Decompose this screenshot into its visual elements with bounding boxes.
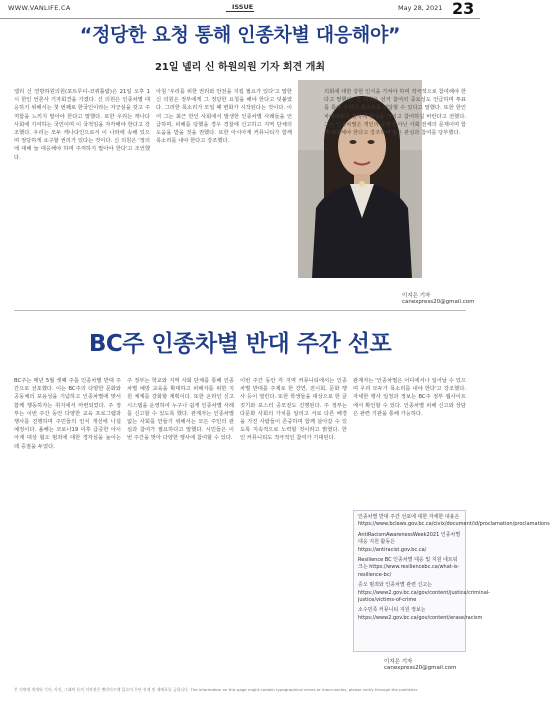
section-underline [226, 11, 254, 12]
page-number: 23 [452, 0, 475, 18]
section-label: ISSUE [232, 3, 254, 11]
article-divider [14, 310, 466, 311]
article-2-column-1: BC주는 매년 5월 셋째 주를 인종차별 반대 주간으로 선포했다. 이는 BC주의 다양한 문화와 공동체의 포용성을 기념하고 인종차별에 맞서 함께 행동하자는 취지에서 마련되었다. 주 정부는 이번 주간 동안 다양한 교육 프로그램과 행사를 진행하며 주민들의 인식 개선에 나설 예정이다. 올해는 코로나19 이후 급증한 아시아계 대상 혐오 범죄에 대한 경각심을 높이는 데 중점을 두었다. [14, 378, 121, 450]
article-2-column-2: 주 정부는 학교와 지역 사회 단체를 통해 인종차별 예방 교육을 확대하고 피해자를 위한 지원 체계를 강화할 계획이다. 또한 온라인 신고 시스템을 운영하여 누구나 쉽게 인종차별 사례를 신고할 수 있도록 했다. 관계자는 인종차별 없는 사회를 만들기 위해서는 모든 주민의 관심과 참여가 필요하다고 말했다. 시민들은 이번 주간을 맞아 다양한 행사에 참여할 수 있다. [127, 378, 234, 442]
page-footer-disclaimer: 본 지면에 게재된 기사, 사진, 그래픽 등의 저작권은 밴라이프에 있으며 무단 전재 및 재배포를 금합니다. The information on this page might contain typographical errors or inaccuracies, please verify through the publisher. [14, 687, 419, 692]
reference-link[interactable]: AntiRacismAwarenessWeek2021 인종차별 대응 지원 활동은 https://antiracist.gov.bc.ca/ [358, 531, 461, 553]
article-2-headline: BC주 인종차별 반대 주간 선포 [88, 331, 392, 357]
page-header [0, 0, 480, 18]
article-1-byline: 이지은 기자 canexpress20@gmail.com [402, 293, 475, 305]
article-2-byline: 이지은 기자 canexpress20@gmail.com [384, 659, 457, 671]
article-1-column-1: 넬리 신 연방하원의원(포트무디-코퀴틀람)은 21일 오후 1시 한인 언론사 기자회견을 가졌다. 신 의원은 인종차별 대응하기 위해서는 첫 번째로 한국인이라는 자긍심을 갖고 주저함을 느끼지 말아야 한다고 말했다. 또한 우리는 캐나다 사회에 기여하는 국민이며 이 국적임을 자각해야 한다고 강조했다. 우리는 모두 캐나다인으로서 이 나라에 속해 있으며 정당하게 요구할 권리가 있다는 것이다. 신 의원은 '정의에 대해 늘 대응해야 하며 주저하지 말아야 한다'고 조언했다. [14, 89, 150, 161]
article-2-column-3: 이번 주간 동안 각 지역 커뮤니티에서는 인종차별 반대를 주제로 한 강연, 전시회, 문화 행사 등이 열린다. 또한 학생들을 대상으로 한 글짓기와 포스터 공모전도 진행된다. 주 정부는 다문화 사회의 가치를 알리고 서로 다른 배경을 가진 사람들이 존중하며 함께 살아갈 수 있도록 지속적으로 노력할 것이라고 밝혔다. 한인 커뮤니티도 적극적인 참여가 기대된다. [240, 378, 347, 442]
reference-link[interactable]: 증오 범죄와 인종차별 관련 신고는 https://www2.gov.bc.ca/gov/content/justice/criminal-justice/victims-of-crime [358, 582, 490, 604]
header-rule [0, 18, 480, 19]
site-url[interactable]: WWW.VANLIFE.CA [8, 4, 71, 12]
article-1-subheadline: 21일 넬리 신 하원의원 기자 회견 개최 [154, 62, 326, 73]
article-1-column-2: 아침 '우리를 위한 권리와 안전을 지킬 필요가 있다'고 말한 신 의원은 정부에게 그 정당한 요청을 해야 한다고 덧붙였다. 그러한 목소리가 모일 때 변화가 시작된다는 것이다. 이어 그는 최근 한인 사회에서 발생한 인종차별 사례들을 언급하며, 피해를 당했을 경우 경찰에 신고하고 지역 단체의 도움을 받을 것을 권했다. 또한 아시아계 커뮤니티가 함께 목소리를 내야 한다고 강조했다. [156, 89, 292, 145]
reference-link[interactable]: Resilience BC 인종차별 대응 및 지원 네트워크는 https://www.resiliencebc.ca/what-is-resilience-bc/ [358, 557, 460, 578]
reference-links-box [353, 510, 550, 652]
article-1-headline: “정당한 요청 통해 인종차별 대응해야” [79, 24, 401, 46]
reference-link[interactable]: 인종차별 반대 주간 선포에 대한 자세한 내용은 https://www.bclaws.gov.bc.ca/civix/document/id/proclamation/proclamations [358, 514, 550, 528]
issue-date: May 28, 2021 [398, 4, 443, 12]
article-2-column-4: 관계자는 '인종차별은 어디에서나 일어날 수 있으며 우리 모두가 목소리를 내야 한다'고 강조했다. 자세한 행사 일정과 정보는 BC주 정부 웹사이트에서 확인할 수 있다. 인종차별 피해 신고와 상담은 관련 기관을 통해 가능하다. [353, 378, 466, 417]
article-1-column-3: 의회에 대한 강한 인식을 가져야 하며 적극적으로 참여해야 한다고 말했다. 신 의원은 선거 참여의 중요성도 언급하며 투표를 통해 우리의 목소리를 전달할 수 있다고 말했다. 또한 한인 차세대들이 정치에 관심을 가지고 참여하길 바란다고 전했다. 그는 인종차별은 개인의 문제가 아닌 사회 전체의 문제이며 함께 해결해야 한다고 강조하며 많은 관심과 참여를 당부했다. [324, 89, 466, 137]
reference-link[interactable]: 소수민족 커뮤니티 지원 정보는 https://www2.gov.bc.ca/gov/content/erase/racism [358, 607, 483, 621]
